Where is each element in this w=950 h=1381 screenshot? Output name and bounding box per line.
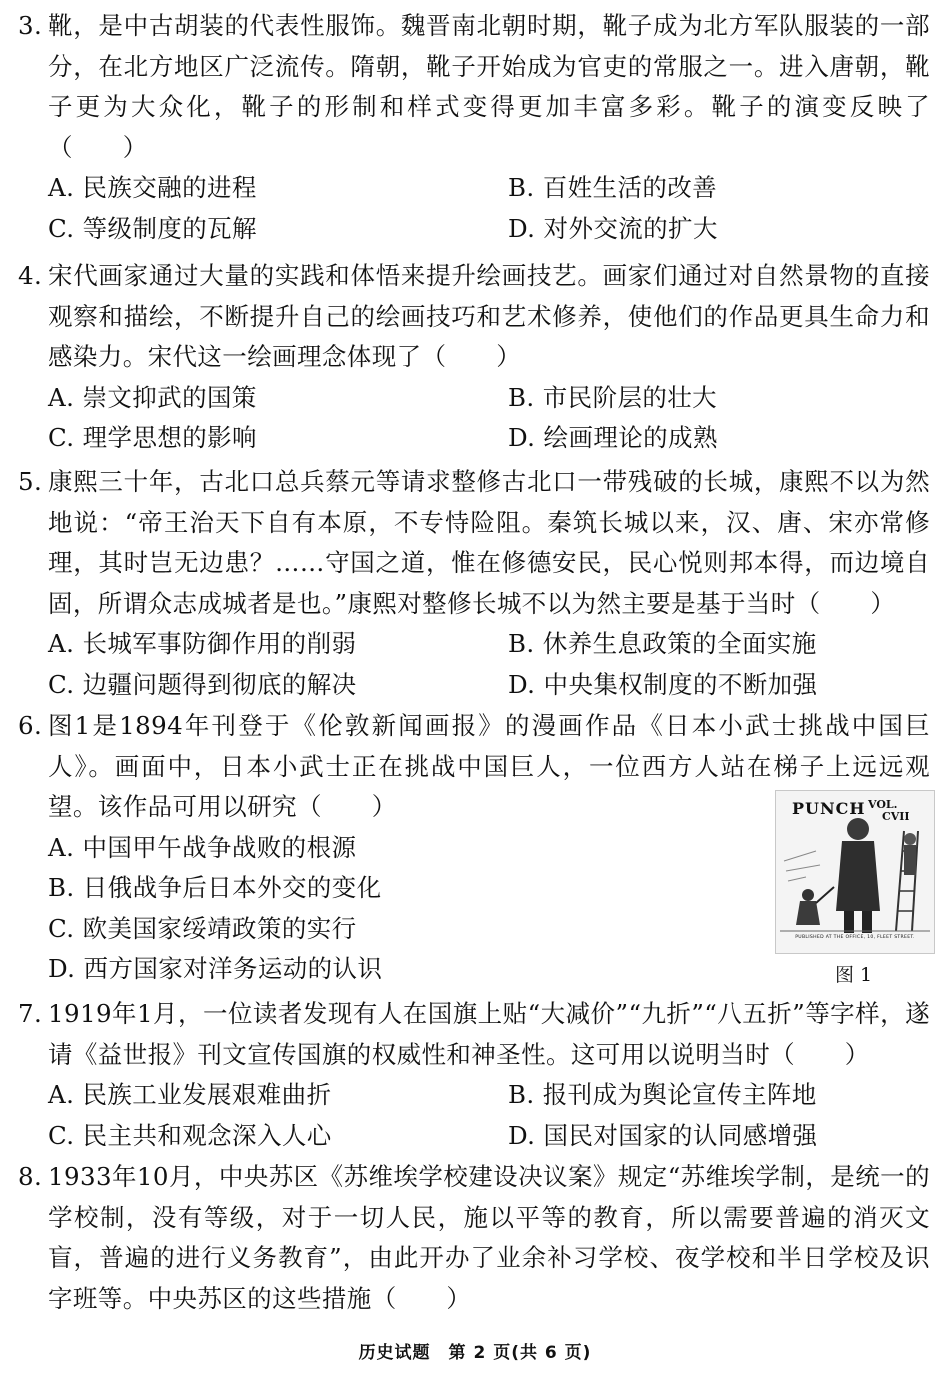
option-d[interactable]: D. 对外交流的扩大 [508,213,718,243]
option-b[interactable]: B. 日俄战争后日本外交的变化 [48,873,382,902]
question-text: 宋代画家通过大量的实践和体悟来提升绘画技艺。画家们通过对自然景物的直接观察和描绘，不断提升自己的绘画技巧和艺术修养，使他们的作品更具生命力和感染力。宋代这一绘画理念体现了（ ） [48,261,930,371]
option-a[interactable]: A. 中国甲午战争战败的根源 [48,832,357,862]
option-d[interactable]: D. 中央集权制度的不断加强 [508,669,818,699]
option-b[interactable]: B. 休养生息政策的全面实施 [508,629,817,658]
question-number: 4. [18,261,43,290]
option-c[interactable]: C. 等级制度的瓦解 [48,213,257,243]
question-5 [18,462,930,705]
question-text: 1919年1月，一位读者发现有人在国旗上贴“大减价”“九折”“八五折”等字样，遂请《益世报》刊文宣传国旗的权威性和神圣性。这可用以说明当时（ ） [48,999,930,1069]
option-c[interactable]: C. 民主共和观念深入人心 [48,1120,332,1150]
option-b[interactable]: B. 市民阶层的壮大 [508,382,718,412]
question-number: 7. [18,999,43,1028]
question-stem [18,462,930,624]
option-b[interactable]: B. 报刊成为舆论宣传主阵地 [508,1080,817,1109]
option-d[interactable]: D. 国民对国家的认同感增强 [508,1120,818,1150]
option-c[interactable]: C. 理学思想的影响 [48,423,257,452]
option-a[interactable]: A. 民族工业发展艰难曲折 [48,1080,332,1109]
question-number: 3. [18,11,43,40]
cartoon-image [775,790,935,954]
question-stem [18,1157,930,1319]
options [18,624,930,705]
question-number: 8. [18,1162,43,1191]
question-stem [18,256,930,378]
question-text: 康熙三十年，古北口总兵蔡元等请求整修古北口一带残破的长城，康熙不以为然地说：“帝王治天下自有本原，不专恃险阻。秦筑长城以来，汉、唐、宋亦常修理，其时岂无边患？……守国之道，惟在修德安民，民心悦则邦本得，而边境自固，所谓众志成城者是也。”康熙对整修长城不以为然主要是基于当时（ ） [48,467,930,618]
option-a[interactable]: A. 民族交融的进程 [48,173,257,202]
option-b[interactable]: B. 百姓生活的改善 [508,173,718,202]
figure-publisher: PUBLISHED AT THE OFFICE, 10, FLEET STREET. [795,935,915,940]
cartoon-illustration [776,791,934,953]
question-3 [18,6,930,249]
figure-masthead: PUNCH [792,799,866,818]
option-d[interactable]: D. 绘画理论的成熟 [508,423,718,452]
question-stem [18,6,930,168]
question-number: 5. [18,467,43,496]
options [18,378,930,459]
options [18,168,930,249]
question-text: 1933年10月，中央苏区《苏维埃学校建设决议案》规定“苏维埃学制，是统一的学校制，没有等级，对于一切人民，施以平等的教育，所以需要普遍的消灭文盲，普遍的进行义务教育”，由此开办了业余补习学校、夜学校和半日学校及识字班等。中央苏区的这些措施（ ） [48,1162,930,1313]
question-number: 6. [18,711,43,740]
figure-caption: 图 1 [835,964,873,986]
option-d[interactable]: D. 西方国家对洋务运动的认识 [48,954,383,983]
option-c[interactable]: C. 边疆问题得到彻底的解决 [48,669,357,699]
options [18,1075,930,1156]
figure-1 [775,790,933,990]
figure-volume: VOL. CVII [868,798,910,823]
question-stem [18,994,930,1075]
question-text: 图1是1894年刊登于《伦敦新闻画报》的漫画作品《日本小武士挑战中国巨人》。画面中，日本小武士正在挑战中国巨人，一位西方人站在梯子上远远观望。该作品可用以研究（ ） [48,711,930,821]
option-a[interactable]: A. 长城军事防御作用的削弱 [48,629,357,658]
option-c[interactable]: C. 欧美国家绥靖政策的实行 [48,913,357,943]
question-8 [18,1157,930,1319]
question-4 [18,256,930,459]
question-7 [18,994,930,1156]
question-text: 靴，是中古胡装的代表性服饰。魏晋南北朝时期，靴子成为北方军队服装的一部分，在北方地区广泛流传。隋朝，靴子开始成为官吏的常服之一。进入唐朝，靴子更为大众化，靴子的形制和样式变得更加丰富多彩。靴子的演变反映了（ ） [48,11,930,162]
page-footer: 历史试题 第 2 页(共 6 页) [358,1343,592,1363]
option-a[interactable]: A. 崇文抑武的国策 [48,382,257,412]
